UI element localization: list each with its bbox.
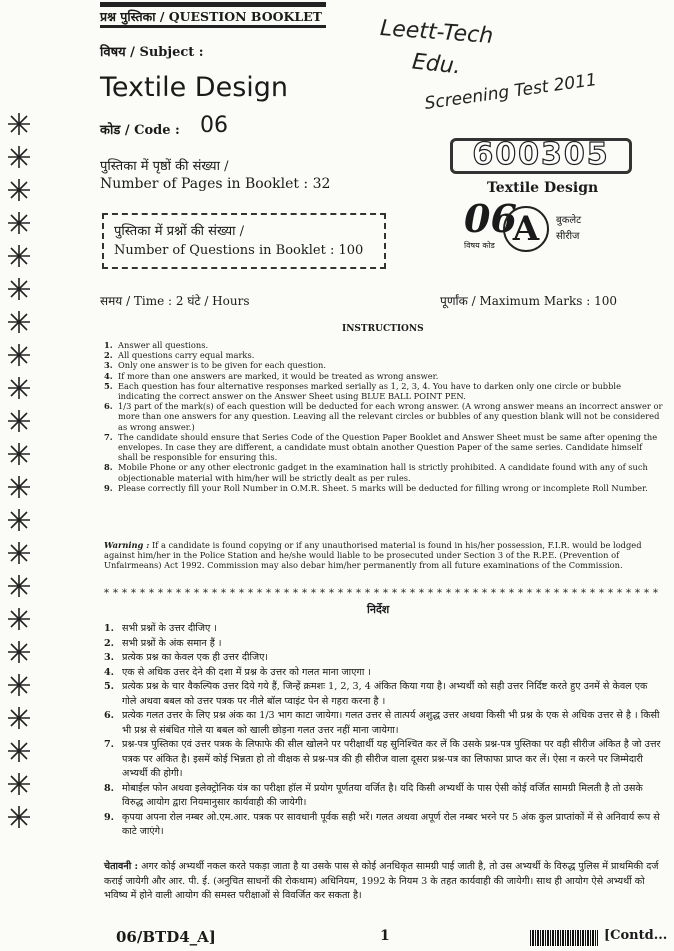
badge-code-caption: विषय कोड: [464, 241, 495, 250]
warning-label: Warning :: [104, 540, 150, 550]
hindi-instruction-item-text: मोबाईल फोन अथवा इलेक्ट्रोनिक यंत्र का परीक्षा हॉल में प्रयोग पूर्णतया वर्जित है। यदि किसी अभ्यर्थी के पास ऐसी कोई वर्जित सामग्री मिलती है तो उसके विरुद्ध आयोग द्वारा नियमानुसार कार्यवाही की जायेगी।: [122, 782, 643, 808]
instruction-item-number: 6.: [104, 401, 113, 412]
hindi-instruction-item-text: कृपया अपना रोल नम्बर ओ.एम.आर. पत्रक पर सावधानी पूर्वक सही भरें। गलत अथवा अपूर्ण रोल नम्बर भरने पर 5 अंक कुल प्राप्तांकों में से अनिवार्य रूप से काटे जाएंगे।: [122, 811, 660, 837]
star-ornament-icon: [8, 443, 30, 465]
pages-label: Number of Pages in Booklet : 32: [100, 176, 331, 192]
subject-label: विषय / Subject :: [100, 45, 204, 60]
pages-label-hindi: पुस्तिका में पृष्ठों की संख्या /: [100, 159, 229, 174]
questions-count-box: [102, 213, 386, 269]
star-ornament-icon: [8, 113, 30, 135]
badge-subject: Textile Design: [487, 180, 599, 196]
instruction-item: [104, 340, 664, 350]
instructions-title: INSTRUCTIONS: [342, 324, 424, 334]
instruction-item-text: The candidate should ensure that Series Code of the Question Paper Booklet and Answer Sheet must be same after opening the envelopes. In case they are different, a candidate must obtain another Question Paper of the same series. Candidate himself shall be responsible for ensuring this.: [118, 431, 658, 463]
hindi-instruction-item-text: प्रत्येक प्रश्न का केवल एक ही उत्तर दीजिए।: [122, 652, 269, 663]
star-ornament-icon: [8, 476, 30, 498]
hindi-instruction-item-number: 4.: [104, 666, 115, 678]
barcode: [530, 930, 598, 946]
hindi-instruction-item-text: एक से अधिक उत्तर देने की दशा में प्रश्न के उत्तर को गलत माना जाएगा ।: [122, 666, 372, 678]
instruction-item-text: Only one answer is to be given for each question.: [118, 360, 327, 371]
instruction-item-number: 4.: [104, 370, 113, 381]
star-ornament-icon: [8, 344, 30, 366]
hindi-instruction-item: [104, 738, 664, 782]
instruction-item-number: 8.: [104, 462, 113, 473]
star-ornament-icon: [8, 674, 30, 696]
questions-label-hindi: पुस्तिका में प्रश्नों की संख्या /: [114, 224, 244, 239]
instruction-item: [104, 401, 664, 432]
hindi-instruction-item: [104, 637, 664, 652]
instruction-item: [104, 350, 664, 360]
instruction-item-number: 7.: [104, 431, 113, 442]
instruction-item: [104, 462, 664, 482]
page-number: 1: [380, 928, 390, 944]
hindi-instruction-item-number: 7.: [104, 739, 115, 750]
star-ornament-icon: [8, 509, 30, 531]
header-rule: [100, 2, 326, 7]
hindi-warning-block: [104, 860, 664, 904]
hindi-instructions-list: [104, 622, 664, 840]
badge-code: 06: [464, 196, 517, 241]
series-caption-1: बुकलेट: [556, 215, 582, 226]
hindi-instruction-item-number: 3.: [104, 652, 115, 663]
instruction-item: [104, 432, 664, 463]
contd-label: [Contd...: [604, 928, 668, 943]
series-caption-2: सीरीज: [556, 231, 580, 242]
instruction-item: [104, 381, 664, 401]
serial-number: 600305: [450, 138, 632, 174]
hindi-warning-text: अगर कोई अभ्यर्थी नकल करते पकड़ा जाता है या उसके पास से कोई अनधिकृत सामग्री पाई जाती है, तो उस अभ्यर्थी के विरुद्ध पुलिस में प्राथमिकी दर्ज कराई जायेगी और आर. पी. ई. (अनुचित साधनों की रोकथाम) अधिनियम, 1992 के नियम 3 के तहत कार्यवाही की जायेगी। साथ ही आयोग ऐसे अभ्यर्थी को भविष्य में होने वाली आयोग की समस्त परीक्षाओं से विवर्जित कर सकता है।: [104, 861, 659, 901]
hindi-instruction-item-number: 5.: [104, 681, 115, 692]
instruction-item-number: 5.: [104, 380, 113, 391]
hindi-instruction-item-number: 6.: [104, 710, 115, 721]
hindi-instruction-item-number: 2.: [104, 637, 115, 649]
star-ornament-icon: [8, 377, 30, 399]
handwritten-note-2: Edu.: [410, 49, 462, 80]
hindi-instruction-item: [104, 811, 664, 840]
instruction-item-text: Mobile Phone or any other electronic gadget in the examination hall is strictly prohibited. A candidate found with any of such objectionable material with him/her will be strictly dealt as per rules.: [118, 462, 648, 483]
instruction-item-number: 3.: [104, 360, 113, 371]
instruction-item-text: If more than one answers are marked, it would be treated as wrong answer.: [118, 370, 439, 381]
star-ornament-icon: [8, 542, 30, 564]
instruction-item-text: All questions carry equal marks.: [118, 350, 255, 361]
hindi-instruction-item: [104, 651, 664, 666]
hindi-warning-label: चेतावनी :: [104, 861, 139, 872]
hindi-instructions-title: निर्देश: [367, 603, 390, 616]
instruction-item-number: 2.: [104, 350, 113, 361]
questions-label: Number of Questions in Booklet : 100: [114, 243, 364, 258]
star-ornament-icon: [8, 641, 30, 663]
instruction-item: [104, 360, 664, 370]
instruction-item-text: 1/3 part of the mark(s) of each question will be deducted for each wrong answer. (A wrong answer means an incorrect answer or more than one answers for any question. Leaving all the relevant circles or bubbles of any question blank will not be considered as wrong answer.): [118, 401, 663, 432]
hindi-instruction-item: [104, 782, 664, 811]
hindi-instruction-item-number: 8.: [104, 782, 115, 794]
hindi-instruction-item-text: प्रश्न-पत्र पुस्तिका एवं उत्तर पत्रक के लिफाफे की सील खोलने पर परीक्षार्थी यह सुनिश्चित कर लें कि उसके प्रश्न-पत्र पुस्तिका पर वही सीरीज अंकित है जो उत्तर पत्रक पर अंकित है। इसमें कोई भिन्नता हो तो वीक्षक से प्रश्न-पत्र की ही सीरीज वाला दूसरा प्रश्न-पत्र का लिफाफा प्राप्त कर लें। ऐसा न करने पर जिम्मेदारी अभ्यर्थी की होगी।: [122, 739, 661, 779]
hindi-instruction-item-number: 1.: [104, 623, 115, 634]
hindi-instruction-item: [104, 709, 664, 738]
hindi-instruction-item: [104, 666, 664, 681]
decorative-star-border: [4, 110, 34, 830]
instruction-item: [104, 371, 664, 381]
instruction-item-number: 1.: [104, 340, 113, 350]
star-ornament-icon: [8, 212, 30, 234]
star-ornament-icon: [8, 608, 30, 630]
instruction-item: [104, 483, 664, 493]
hindi-instruction-item-text: सभी प्रश्नों के उत्तर दीजिए ।: [122, 623, 217, 634]
instructions-list: [104, 340, 664, 493]
star-ornament-icon: [8, 245, 30, 267]
warning-text: If a candidate is found copying or if any unauthorised material is found in his/her possession, F.I.R. would be lodged against him/her in the Police Station and he/she would liable to be prosecuted under Section 3 of the R.P.E. (Prevention of Unfairmeans) Act 1992. Commission may also debar him/her permanently from all future examinations of the Commission.: [104, 540, 642, 571]
star-ornament-icon: [8, 806, 30, 828]
series-badge: A: [503, 206, 549, 252]
code-label: कोड / Code :: [100, 123, 180, 138]
handwritten-note-1: Leett-Tech: [379, 16, 494, 49]
star-ornament-icon: [8, 740, 30, 762]
handwritten-note-3: Screening Test 2011: [423, 70, 599, 114]
code-value: 06: [200, 113, 228, 138]
marks-label: पूर्णांक / Maximum Marks : 100: [440, 294, 618, 308]
instruction-item-text: Each question has four alternative responses marked serially as 1, 2, 3, 4. You have to darken only one circle or bubble indicating the correct answer on the Answer Sheet using BLUE BALL POINT PEN.: [118, 380, 621, 402]
header-rule: [100, 25, 326, 28]
hindi-instruction-item: [104, 680, 664, 709]
hindi-instruction-item-text: प्रत्येक प्रश्न के चार वैकल्पिक उत्तर दिये गये हैं, जिन्हें क्रमशः 1, 2, 3, 4 अंकित किया गया है। अभ्यर्थी को सही उत्तर निर्दिष्ट करते हुए उनमें से केवल एक गोले अथवा बबल को उत्तर पत्रक पर नीले बॉल प्वाइंट पेन से गहरा करना है ।: [122, 681, 648, 707]
hindi-instruction-item: [104, 622, 664, 637]
star-divider: **************************************************************: [104, 588, 662, 599]
time-label: समय / Time : 2 घंटे / Hours: [100, 294, 250, 308]
star-ornament-icon: [8, 278, 30, 300]
hindi-instruction-item-text: सभी प्रश्नों के अंक समान हैं ।: [122, 637, 222, 649]
star-ornament-icon: [8, 773, 30, 795]
subject-value: Textile Design: [100, 72, 289, 103]
star-ornament-icon: [8, 707, 30, 729]
warning-block: [104, 540, 664, 571]
instruction-item-text: Please correctly fill your Roll Number in O.M.R. Sheet. 5 marks will be deducted for filling wrong or incomplete Roll Number.: [118, 482, 648, 493]
footer-booklet-code: 06/BTD4_A]: [116, 928, 216, 946]
instruction-item-text: Answer all questions.: [118, 340, 209, 350]
star-ornament-icon: [8, 410, 30, 432]
hindi-instruction-item-number: 9.: [104, 811, 115, 823]
hindi-instruction-item-text: प्रत्येक गलत उत्तर के लिए प्रश्न अंक का 1/3 भाग काटा जायेगा। गलत उत्तर से तात्पर्य अशुद्ध उत्तर अथवा किसी भी प्रश्न के एक से अधिक उत्तर से है । किसी भी प्रश्न से संबंधित गोले या बबल को खाली छोड़ना गलत उत्तर नहीं माना जायेगा।: [122, 710, 660, 736]
star-ornament-icon: [8, 146, 30, 168]
booklet-label: प्रश्न पुस्तिका / QUESTION BOOKLET: [100, 9, 322, 24]
star-ornament-icon: [8, 311, 30, 333]
star-ornament-icon: [8, 575, 30, 597]
star-ornament-icon: [8, 179, 30, 201]
instruction-item-number: 9.: [104, 482, 113, 493]
